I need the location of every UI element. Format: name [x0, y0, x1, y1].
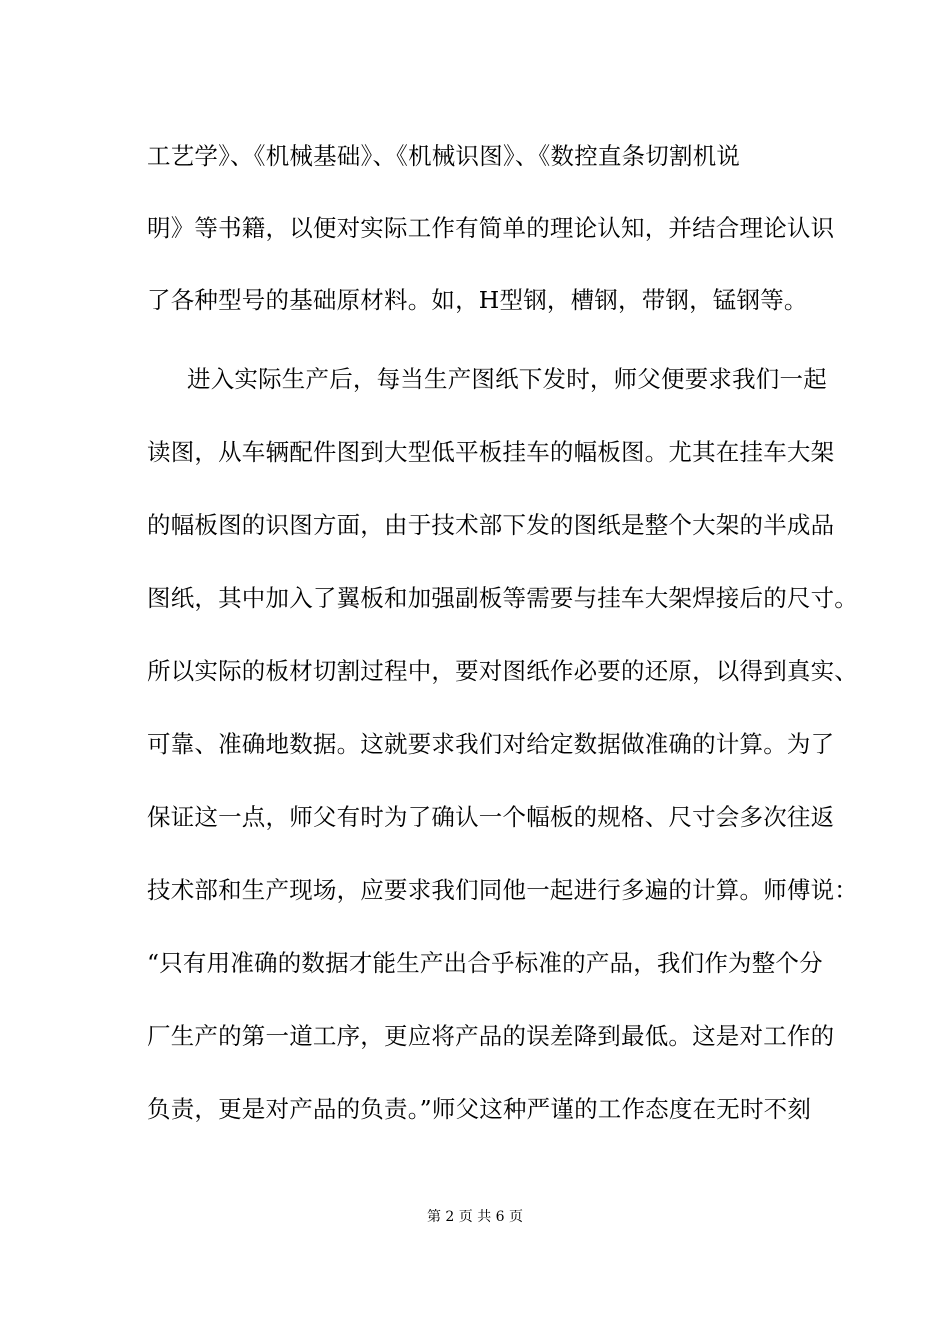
- body-line-6: 的幅板图的识图方面，由于技术部下发的图纸是整个大架的半成品: [147, 511, 835, 539]
- body-line-2: 明》等书籍，以便对实际工作有简单的理论认知，并结合理论认识: [147, 214, 835, 242]
- body-line-3: 了各种型号的基础原材料。如，H型钢，槽钢，带钢，锰钢等。: [147, 286, 808, 314]
- body-line-10: 保证这一点，师父有时为了确认一个幅板的规格、尺寸会多次往返: [147, 803, 835, 831]
- page-number-footer: 第 2 页 共 6 页: [426, 1209, 524, 1225]
- body-line-14: 负责，更是对产品的负责。”师父这种严谨的工作态度在无时不刻: [147, 1095, 812, 1123]
- body-line-5: 读图，从车辆配件图到大型低平板挂车的幅板图。尤其在挂车大架: [147, 438, 835, 466]
- body-line-11: 技术部和生产现场，应要求我们同他一起进行多遍的计算。师傅说：: [147, 876, 858, 904]
- body-line-7: 图纸，其中加入了翼板和加强副板等需要与挂车大架焊接后的尺寸。: [147, 584, 858, 612]
- body-line-13: 厂生产的第一道工序，更应将产品的误差降到最低。这是对工作的: [147, 1022, 835, 1050]
- paragraph-start-line: 进入实际生产后，每当生产图纸下发时，师父便要求我们一起: [187, 365, 827, 393]
- body-line-1: 工艺学》、《机械基础》、《机械识图》、《数控直条切割机说: [147, 142, 741, 170]
- body-line-12: “只有用准确的数据才能生产出合乎标准的产品，我们作为整个分: [147, 949, 823, 977]
- body-line-8: 所以实际的板材切割过程中，要对图纸作必要的还原，以得到真实、: [147, 657, 858, 685]
- body-line-9: 可靠、准确地数据。这就要求我们对给定数据做准确的计算。为了: [147, 730, 835, 758]
